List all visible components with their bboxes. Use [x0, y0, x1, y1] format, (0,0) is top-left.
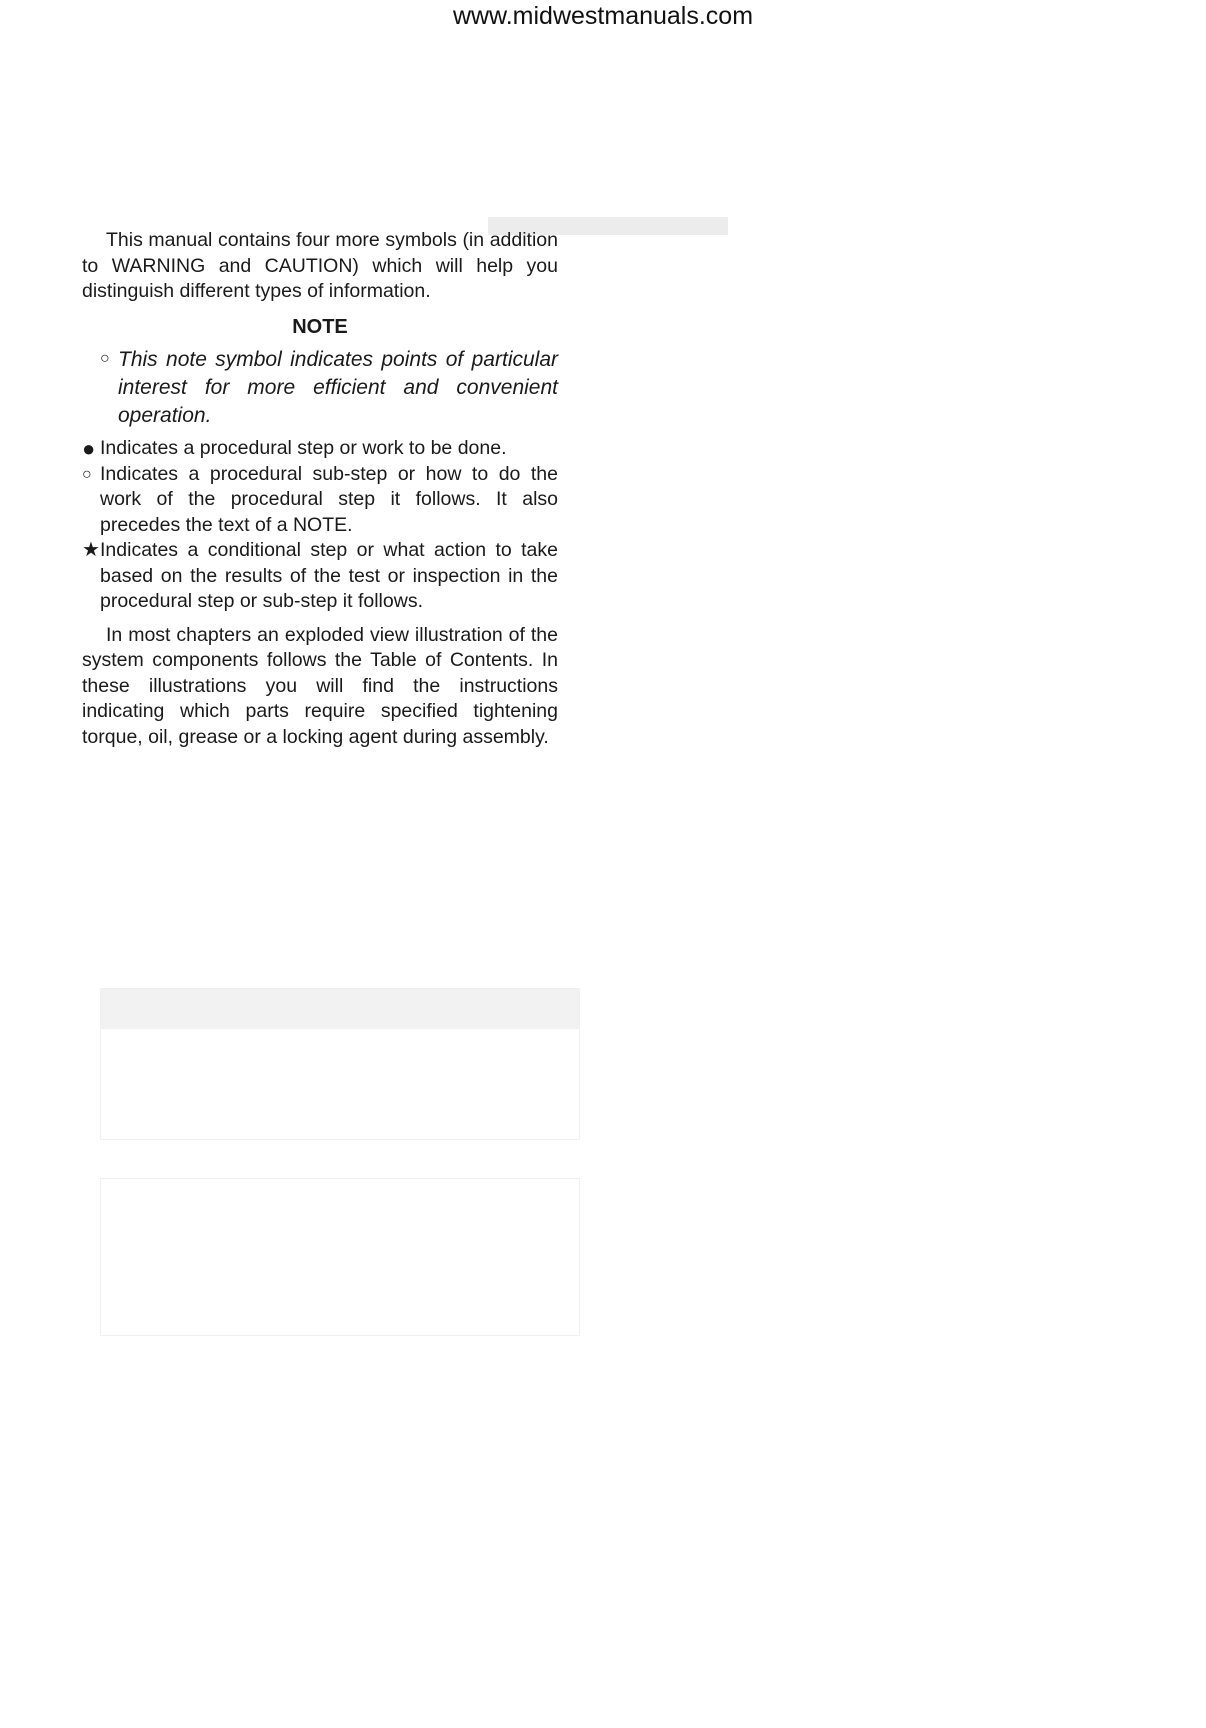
symbol-item-text: Indicates a procedural step or work to be done. [100, 437, 507, 459]
star-icon: ★ [82, 539, 100, 561]
bleed-through-heading: ▬▬▬▬ [488, 181, 728, 248]
note-text: This note symbol indicates points of particular interest for more efficient and convenient operation. [118, 348, 558, 427]
open-circle-icon: ○ [100, 350, 110, 367]
note-heading: NOTE [292, 315, 348, 338]
page-content [82, 228, 558, 750]
symbol-item-substep [82, 462, 558, 539]
open-circle-icon: ○ [82, 465, 92, 483]
site-url[interactable]: www.midwestmanuals.com [452, 2, 754, 30]
symbol-item-text: Indicates a procedural sub-step or how to do the work of the procedural step it follows. It also precedes the text of a NOTE. [100, 462, 558, 536]
filled-circle-icon: ● [82, 436, 96, 461]
closing-paragraph: In most chapters an exploded view illustration of the system components follows the Table of Contents. In these illustrations you will find the instructions indicating which parts require specified tightening torque, oil, grease or a locking agent during assembly. [82, 623, 558, 748]
bleed-through-box-1 [100, 988, 580, 1140]
symbol-item-conditional [82, 538, 558, 615]
intro-paragraph: This manual contains four more symbols (in addition to WARNING and CAUTION) which will help you distinguish different types of information. [82, 229, 558, 302]
symbol-item-text: Indicates a conditional step or what action to take based on the results of the test or inspection in the procedural step or sub-step it follows. [100, 539, 558, 612]
bleed-through-box-2 [100, 1178, 580, 1336]
note-body [100, 346, 558, 430]
symbol-item-step [82, 436, 558, 462]
